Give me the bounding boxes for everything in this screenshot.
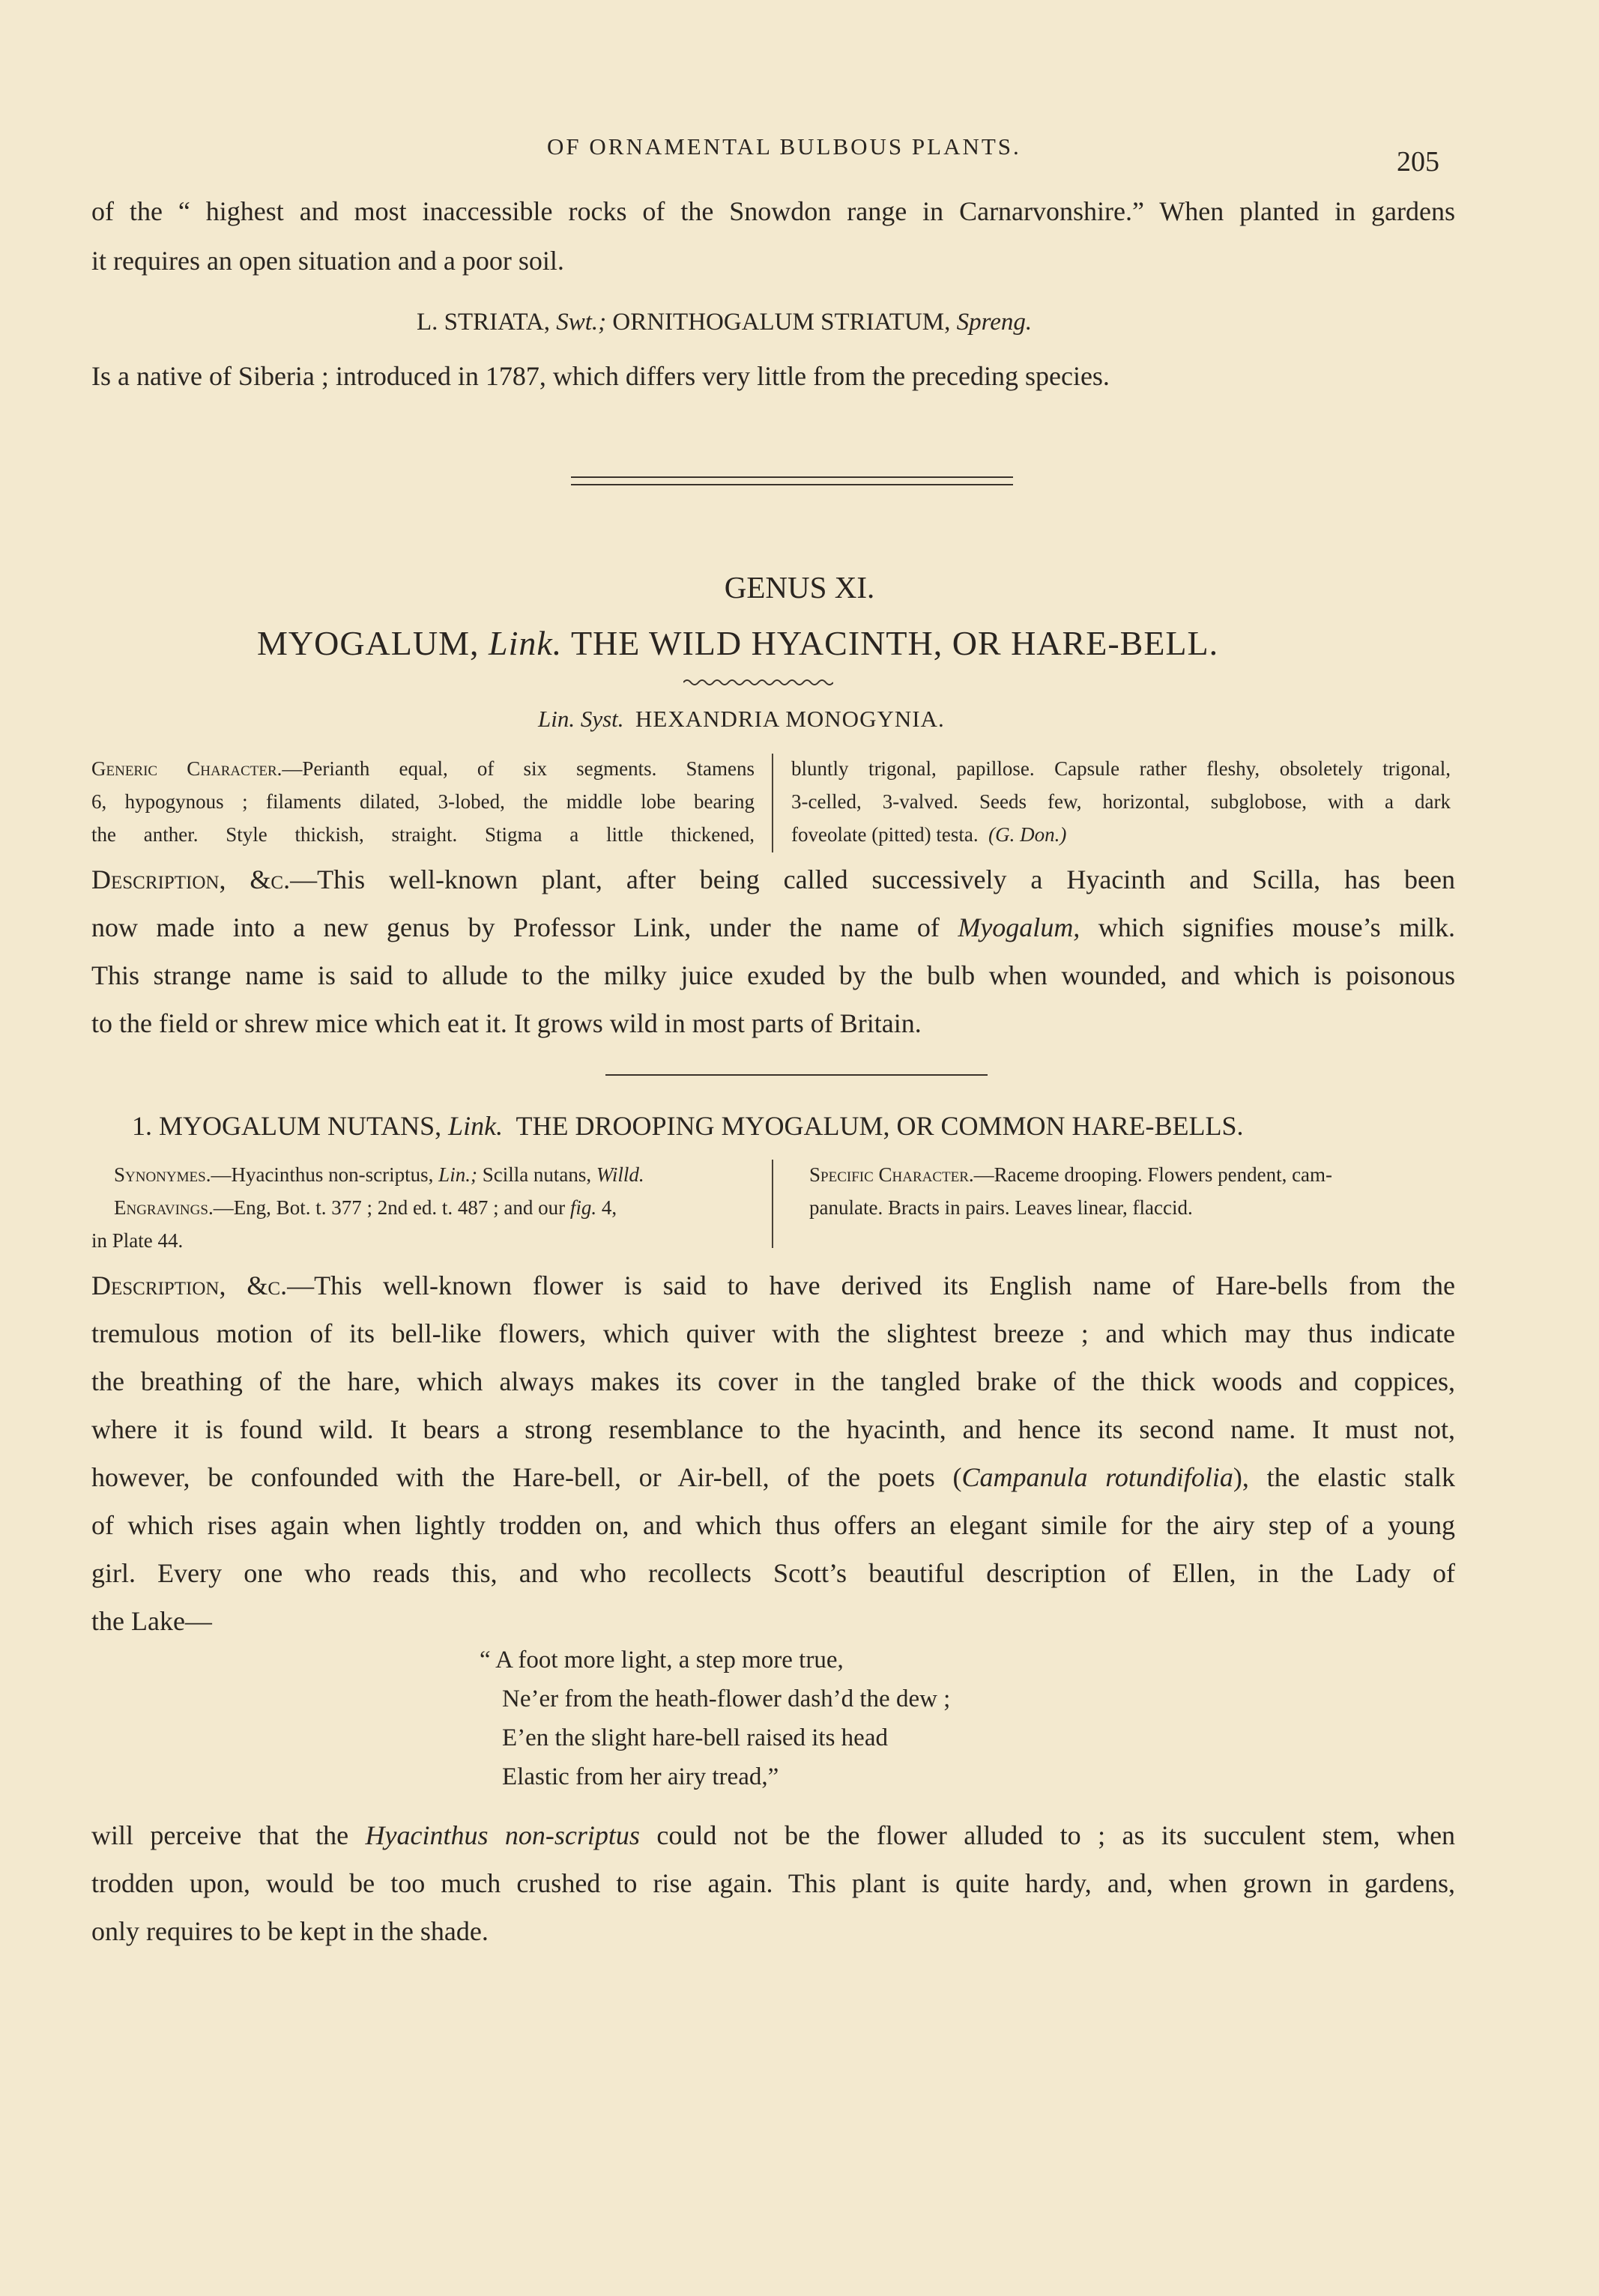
poem-line-2: Ne’er from the heath-flower dash’d the dew ; (502, 1685, 951, 1712)
synonymes-text-a: —Hyacinthus non-scriptus, (211, 1163, 434, 1186)
species-description-line-1 (91, 1261, 1455, 1309)
closing-paragraph (91, 1811, 1455, 1955)
engravings-label: Engravings. (114, 1196, 214, 1219)
species-description-text-5a: however, be confounded with the Hare-bell, or Air-bell, of the poets ( (91, 1462, 962, 1492)
synonymes-text-b: Scilla nutans, (482, 1163, 592, 1186)
species-description-label: Description, &c. (91, 1270, 288, 1300)
column-divider-2 (772, 1160, 773, 1248)
section-rule-bottom (571, 484, 1013, 485)
closing-line-3: only requires to be kept in the shade. (91, 1916, 489, 1946)
synonymes-line (114, 1158, 755, 1191)
species-description-italic: Campanula rotundifolia (961, 1462, 1233, 1492)
species-name: 1. MYOGALUM NUTANS, (132, 1111, 442, 1141)
poem (480, 1641, 950, 1796)
species-description-text-1: —This well-known flower is said to have derived its English name of Hare-bells from the (287, 1270, 1455, 1300)
synonymes-block (114, 1158, 755, 1224)
generic-character-citation: (G. Don.) (988, 823, 1067, 846)
species-description-line-3: the breathing of the hare, which always makes its cover in the tangled brake of the thick woods and coppices, (91, 1366, 1455, 1396)
genus-number: GENUS XI. (724, 570, 875, 605)
species-authority: Link. (448, 1111, 504, 1141)
genus-authority: Link. (489, 624, 563, 662)
synonymes-lin: Lin.; (438, 1163, 477, 1186)
genus-description-line-3: This strange name is said to allude to the milky juice exuded by the bulb when wounded, and which is poisonous (91, 960, 1455, 990)
linnaean-classification (538, 706, 945, 733)
species-description-line-6: of which rises again when lightly trodden on, and which thus offers an elegant simile for the airy step of a young (91, 1510, 1455, 1540)
synonymes-willd: Willd. (596, 1163, 644, 1186)
species-description (91, 1261, 1455, 1645)
generic-character-left (91, 752, 755, 851)
specific-character-line-2: panulate. Bracts in pairs. Leaves linear, flaccid. (809, 1196, 1193, 1219)
specific-character-label: Specific Character. (809, 1163, 974, 1186)
closing-text-1a: will perceive that the (91, 1820, 349, 1850)
striata-authority: Swt.; (556, 309, 607, 336)
genus-description-line-2 (91, 903, 1455, 951)
species-description-line-7: girl. Every one who reads this, and who recollects Scott’s beautiful description of Ellen, in the Lady of (91, 1558, 1455, 1588)
wavy-ornament (683, 677, 833, 688)
species-description-line-8: the Lake— (91, 1606, 212, 1636)
genus-description-text-2a: now made into a new genus by Professor Link, under the name of (91, 912, 940, 942)
section-rule-top (571, 476, 1013, 478)
poem-line-4: Elastic from her airy tread,” (502, 1763, 779, 1790)
striata-synonym-authority: Spreng. (956, 309, 1033, 336)
running-head: OF ORNAMENTAL BULBOUS PLANTS. (547, 133, 1021, 160)
genus-description-text-1: —This well-known plant, after being called successively a Hyacinth and Scilla, has been (290, 864, 1455, 894)
species-heading (132, 1110, 1244, 1142)
poem-line-3: E’en the slight hare-bell raised its head (502, 1724, 888, 1751)
striata-name: L. STRIATA, (417, 309, 550, 336)
engravings-line (114, 1191, 755, 1224)
linnaean-class: HEXANDRIA MONOGYNIA. (635, 706, 945, 732)
page-number: 205 (1397, 146, 1439, 178)
genus-common-name: THE WILD HYACINTH, OR HARE-BELL. (570, 624, 1219, 662)
generic-character-line-2: 6, hypogynous ; filaments dilated, 3-lobed, the middle lobe bearing (91, 790, 755, 813)
genus-description (91, 855, 1455, 1047)
genus-description-text-2c: which signifies mouse’s milk. (1098, 912, 1456, 942)
generic-character-text-1: —Perianth equal, of six segments. Stamens (282, 757, 755, 780)
synonymes-label: Synonymes. (114, 1163, 211, 1186)
closing-text-1c: could not be the flower alluded to ; as its succulent stem, when (656, 1820, 1456, 1850)
closing-line-1 (91, 1811, 1455, 1859)
genus-description-italic: Myogalum, (958, 912, 1080, 942)
specific-character-block (809, 1158, 1454, 1224)
closing-italic: Hyacinthus non-scriptus (365, 1820, 640, 1850)
species-description-text-5c: ), the elastic stalk (1233, 1462, 1455, 1492)
poem-line-1: “ A foot more light, a step more true, (480, 1647, 844, 1673)
species-rule (605, 1074, 988, 1076)
engravings-line-2: in Plate 44. (91, 1229, 184, 1252)
engravings-text: —Eng, Bot. t. 377 ; 2nd ed. t. 487 ; and our (213, 1196, 566, 1219)
generic-character-line-3: the anther. Style thickish, straight. Stigma a little thickened, (91, 823, 755, 846)
species-description-line-2: tremulous motion of its bell-like flowers, which quiver with the slightest breeze ; and which may thus indicate (91, 1318, 1455, 1348)
genus-description-line-1 (91, 855, 1455, 903)
engravings-number: 4, (601, 1196, 617, 1219)
engravings-fig: fig. (569, 1196, 597, 1219)
striata-text: Is a native of Siberia ; introduced in 1787, which differs very little from the preceding species. (91, 361, 1110, 391)
generic-character-line-5: 3-celled, 3-valved. Seeds few, horizontal, subglobose, with a dark (791, 790, 1451, 813)
intro-line-1: of the “ highest and most inaccessible rocks of the Snowdon range in Carnarvonshire.” When planted in gardens (91, 196, 1455, 226)
species-description-line-4: where it is found wild. It bears a strong resemblance to the hyacinth, and hence its second name. It must not, (91, 1414, 1455, 1444)
genus-name: MYOGALUM, (257, 624, 480, 662)
generic-character-right (791, 752, 1451, 851)
intro-line-2: it requires an open situation and a poor soil. (91, 246, 564, 276)
species-description-line-5 (91, 1453, 1455, 1501)
column-divider-1 (772, 754, 773, 852)
striata-heading (417, 309, 1032, 336)
specific-character-text-1: —Raceme drooping. Flowers pendent, cam- (973, 1163, 1333, 1186)
linnaean-label: Lin. Syst. (538, 706, 624, 732)
generic-character-line-6 (791, 818, 1451, 851)
specific-character-line-1 (809, 1158, 1454, 1191)
genus-description-label: Description, &c. (91, 864, 291, 894)
generic-character-text-6: foveolate (pitted) testa. (791, 823, 979, 846)
generic-character-label: Generic Character. (91, 757, 282, 780)
striata-synonym: ORNITHOGALUM STRIATUM, (612, 309, 951, 336)
genus-title (257, 623, 1218, 663)
closing-line-2: trodden upon, would be too much crushed to rise again. This plant is quite hardy, and, when grown in gardens, (91, 1868, 1455, 1898)
species-common-name: THE DROOPING MYOGALUM, OR COMMON HARE-BELLS. (516, 1111, 1244, 1141)
generic-character-line-4: bluntly trigonal, papillose. Capsule rather fleshy, obsoletely trigonal, (791, 757, 1451, 780)
genus-description-line-4: to the field or shrew mice which eat it. It grows wild in most parts of Britain. (91, 1008, 922, 1038)
generic-character-line-1 (91, 752, 755, 785)
